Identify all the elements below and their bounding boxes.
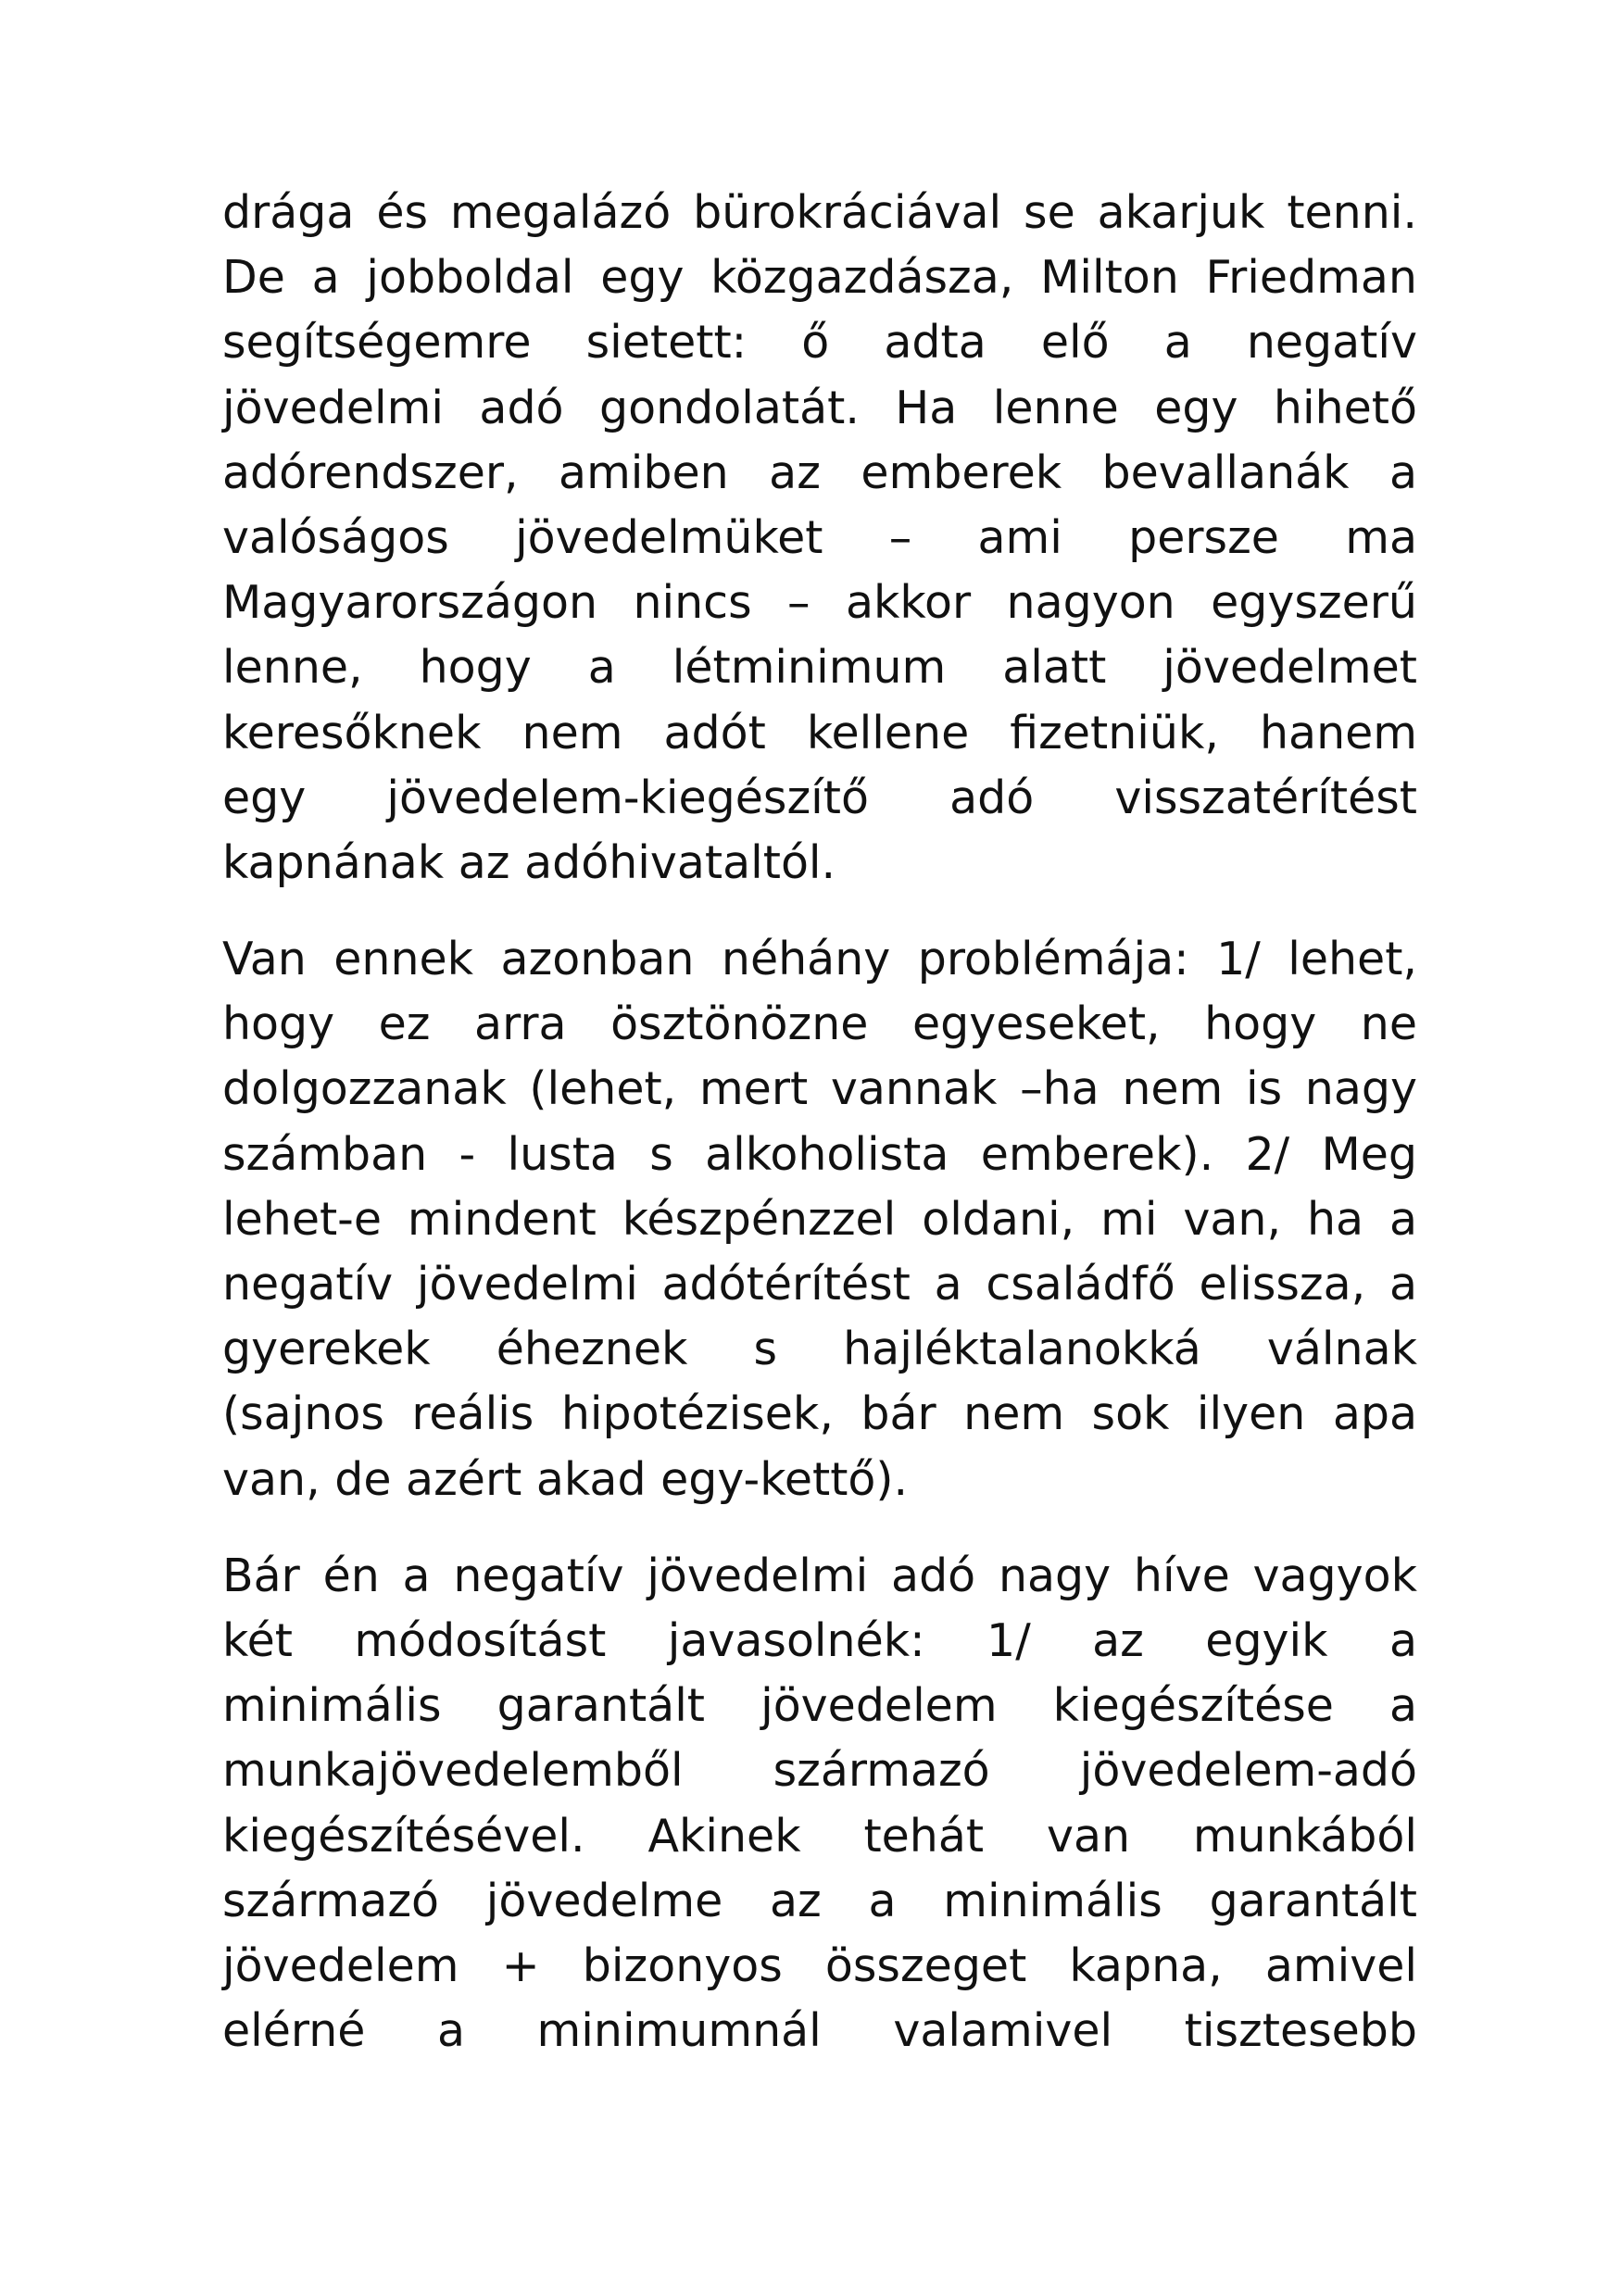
text-line: segítségemre sietett: ő adta elő a negatív [222, 316, 1417, 370]
text-line: van, de azért akad egy-kettő). [222, 1452, 909, 1506]
text-line: jövedelmi adó gondolatát. Ha lenne egy hihető [222, 381, 1417, 434]
text-line: drága és megalázó bürokráciával se akarjuk tenni. [222, 186, 1417, 239]
text-line: kiegészítésével. Akinek tehát van munkából [222, 1809, 1417, 1863]
paragraph-2 [222, 927, 1417, 1512]
paragraph-3 [222, 1544, 1417, 2064]
text-line: dolgozzanak (lehet, mert vannak –ha nem is nagy [222, 1062, 1417, 1116]
text-line: lehet-e mindent készpénzzel oldani, mi van, ha a [222, 1192, 1417, 1246]
text-line: keresőknek nem adót kellene fizetniük, hanem [222, 706, 1417, 759]
text-line: hogy ez arra ösztönözne egyeseket, hogy ne [222, 997, 1417, 1051]
text-line: Van ennek azonban néhány problémája: 1/ lehet, [222, 933, 1417, 986]
text-line: elérné a minimumnál valamivel tisztesebb [222, 2004, 1417, 2058]
paragraph-1 [222, 181, 1417, 896]
text-line: valóságos jövedelmüket – ami persze ma [222, 510, 1417, 564]
text-line: származó jövedelme az a minimális garantált [222, 1874, 1417, 1927]
body-text [222, 181, 1417, 2064]
text-line: két módosítást javasolnék: 1/ az egyik a [222, 1613, 1417, 1667]
text-line: számban - lusta s alkoholista emberek). 2/ Meg [222, 1127, 1417, 1181]
text-line: jövedelem + bizonyos összeget kapna, amivel [222, 1938, 1417, 1992]
text-line: minimális garantált jövedelem kiegészítése a [222, 1679, 1417, 1733]
text-line: adórendszer, amiben az emberek bevallanák a [222, 445, 1417, 499]
text-line: lenne, hogy a létminimum alatt jövedelmet [222, 641, 1417, 695]
text-line: egy jövedelem-kiegészítő adó visszatérítést [222, 771, 1417, 824]
text-line: (sajnos reális hipotézisek, bár nem sok ilyen apa [222, 1387, 1417, 1441]
text-line: De a jobboldal egy közgazdásza, Milton Friedman [222, 251, 1417, 305]
text-line: Bár én a negatív jövedelmi adó nagy híve vagyok [222, 1549, 1417, 1602]
text-line: gyerekek éheznek s hajléktalanokká válnak [222, 1323, 1417, 1376]
text-line: Magyarországon nincs – akkor nagyon egyszerű [222, 576, 1417, 630]
text-line: kapnának az adóhivataltól. [222, 835, 836, 889]
text-line: negatív jövedelmi adótérítést a családfő elissza, a [222, 1258, 1417, 1311]
text-line: munkajövedelemből származó jövedelem-adó [222, 1744, 1417, 1798]
